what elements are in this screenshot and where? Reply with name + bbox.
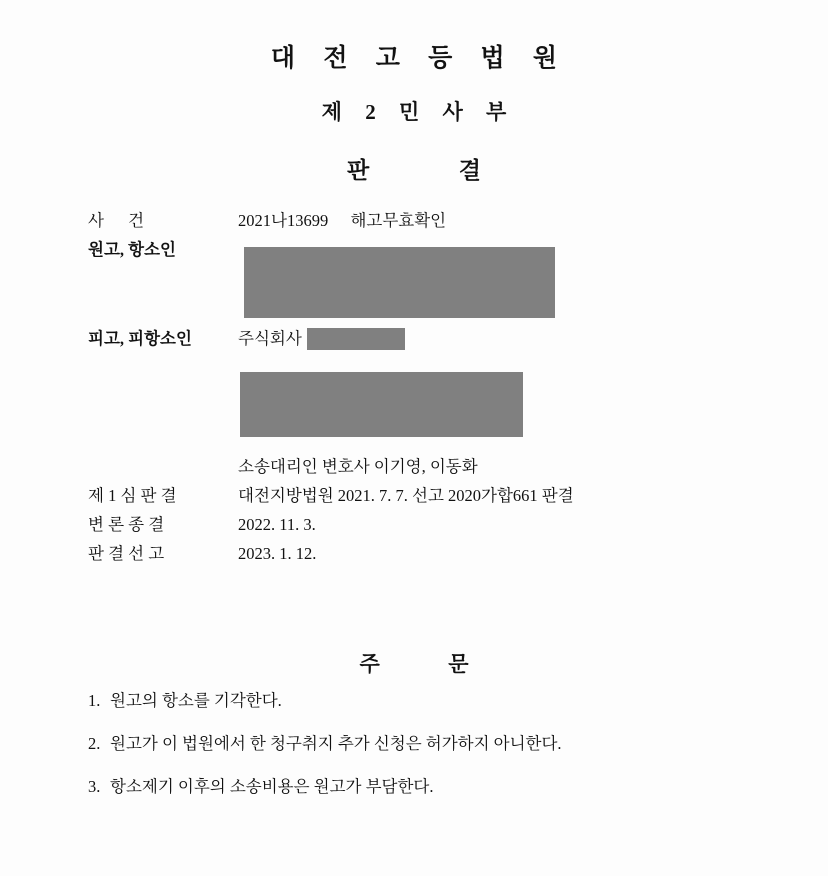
order-heading-left: 주	[359, 652, 380, 676]
redaction-bar-defendant-address	[240, 372, 523, 437]
first-trial-label: 제 1 심 판 결	[88, 486, 177, 505]
order-item-text: 항소제기 이후의 소송비용은 원고가 부담한다.	[110, 777, 434, 796]
document-type-right: 결	[458, 158, 481, 183]
order-item-text: 원고가 이 법원에서 한 청구취지 추가 신청은 허가하지 아니한다.	[110, 734, 562, 753]
court-name-heading: 대 전 고 등 법 원	[270, 45, 569, 72]
caption-row-judgment-date	[88, 541, 788, 567]
order-item	[88, 776, 788, 798]
case-label: 사 건	[88, 211, 155, 230]
order-item-number: 3.	[88, 777, 101, 796]
order-item-text: 원고의 항소를 기각한다.	[110, 691, 282, 710]
caption-row-closing-argument	[88, 512, 788, 538]
defendant-label: 피고, 피항소인	[88, 329, 192, 348]
case-value	[238, 208, 446, 234]
order-item	[88, 733, 788, 755]
order-item-number: 2.	[88, 734, 101, 753]
judgment-date-label: 판 결 선 고	[88, 544, 165, 563]
closing-argument-label: 변 론 종 결	[88, 515, 165, 534]
order-item	[88, 690, 788, 712]
attorney-value: 소송대리인 변호사 이기영, 이동화	[238, 457, 478, 476]
closing-argument-value: 2022. 11. 3.	[238, 515, 316, 534]
order-heading-right: 문	[448, 652, 469, 676]
judgment-date-value: 2023. 1. 12.	[238, 544, 317, 563]
case-name: 해고무효확인	[350, 211, 447, 230]
case-number: 2021나13699	[238, 211, 329, 230]
court-division-heading: 제 2 민 사 부	[321, 100, 516, 124]
caption-row-first-trial	[88, 483, 788, 509]
order-items-list	[88, 690, 788, 819]
defendant-value	[238, 326, 405, 352]
plaintiff-label: 원고, 항소인	[88, 240, 176, 259]
document-type-left: 판	[347, 158, 370, 183]
caption-row-case	[88, 208, 788, 234]
first-trial-value: 대전지방법원 2021. 7. 7. 선고 2020가합661 판결	[238, 486, 574, 505]
order-item-number: 1.	[88, 691, 101, 710]
document-type-heading	[0, 152, 828, 185]
order-section-heading	[0, 648, 828, 678]
defendant-prefix: 주식회사	[238, 329, 302, 348]
caption-row-attorney	[88, 454, 788, 480]
redaction-bar-plaintiff	[244, 247, 555, 318]
caption-row-defendant	[88, 326, 788, 352]
redaction-bar-defendant-name	[307, 328, 405, 350]
